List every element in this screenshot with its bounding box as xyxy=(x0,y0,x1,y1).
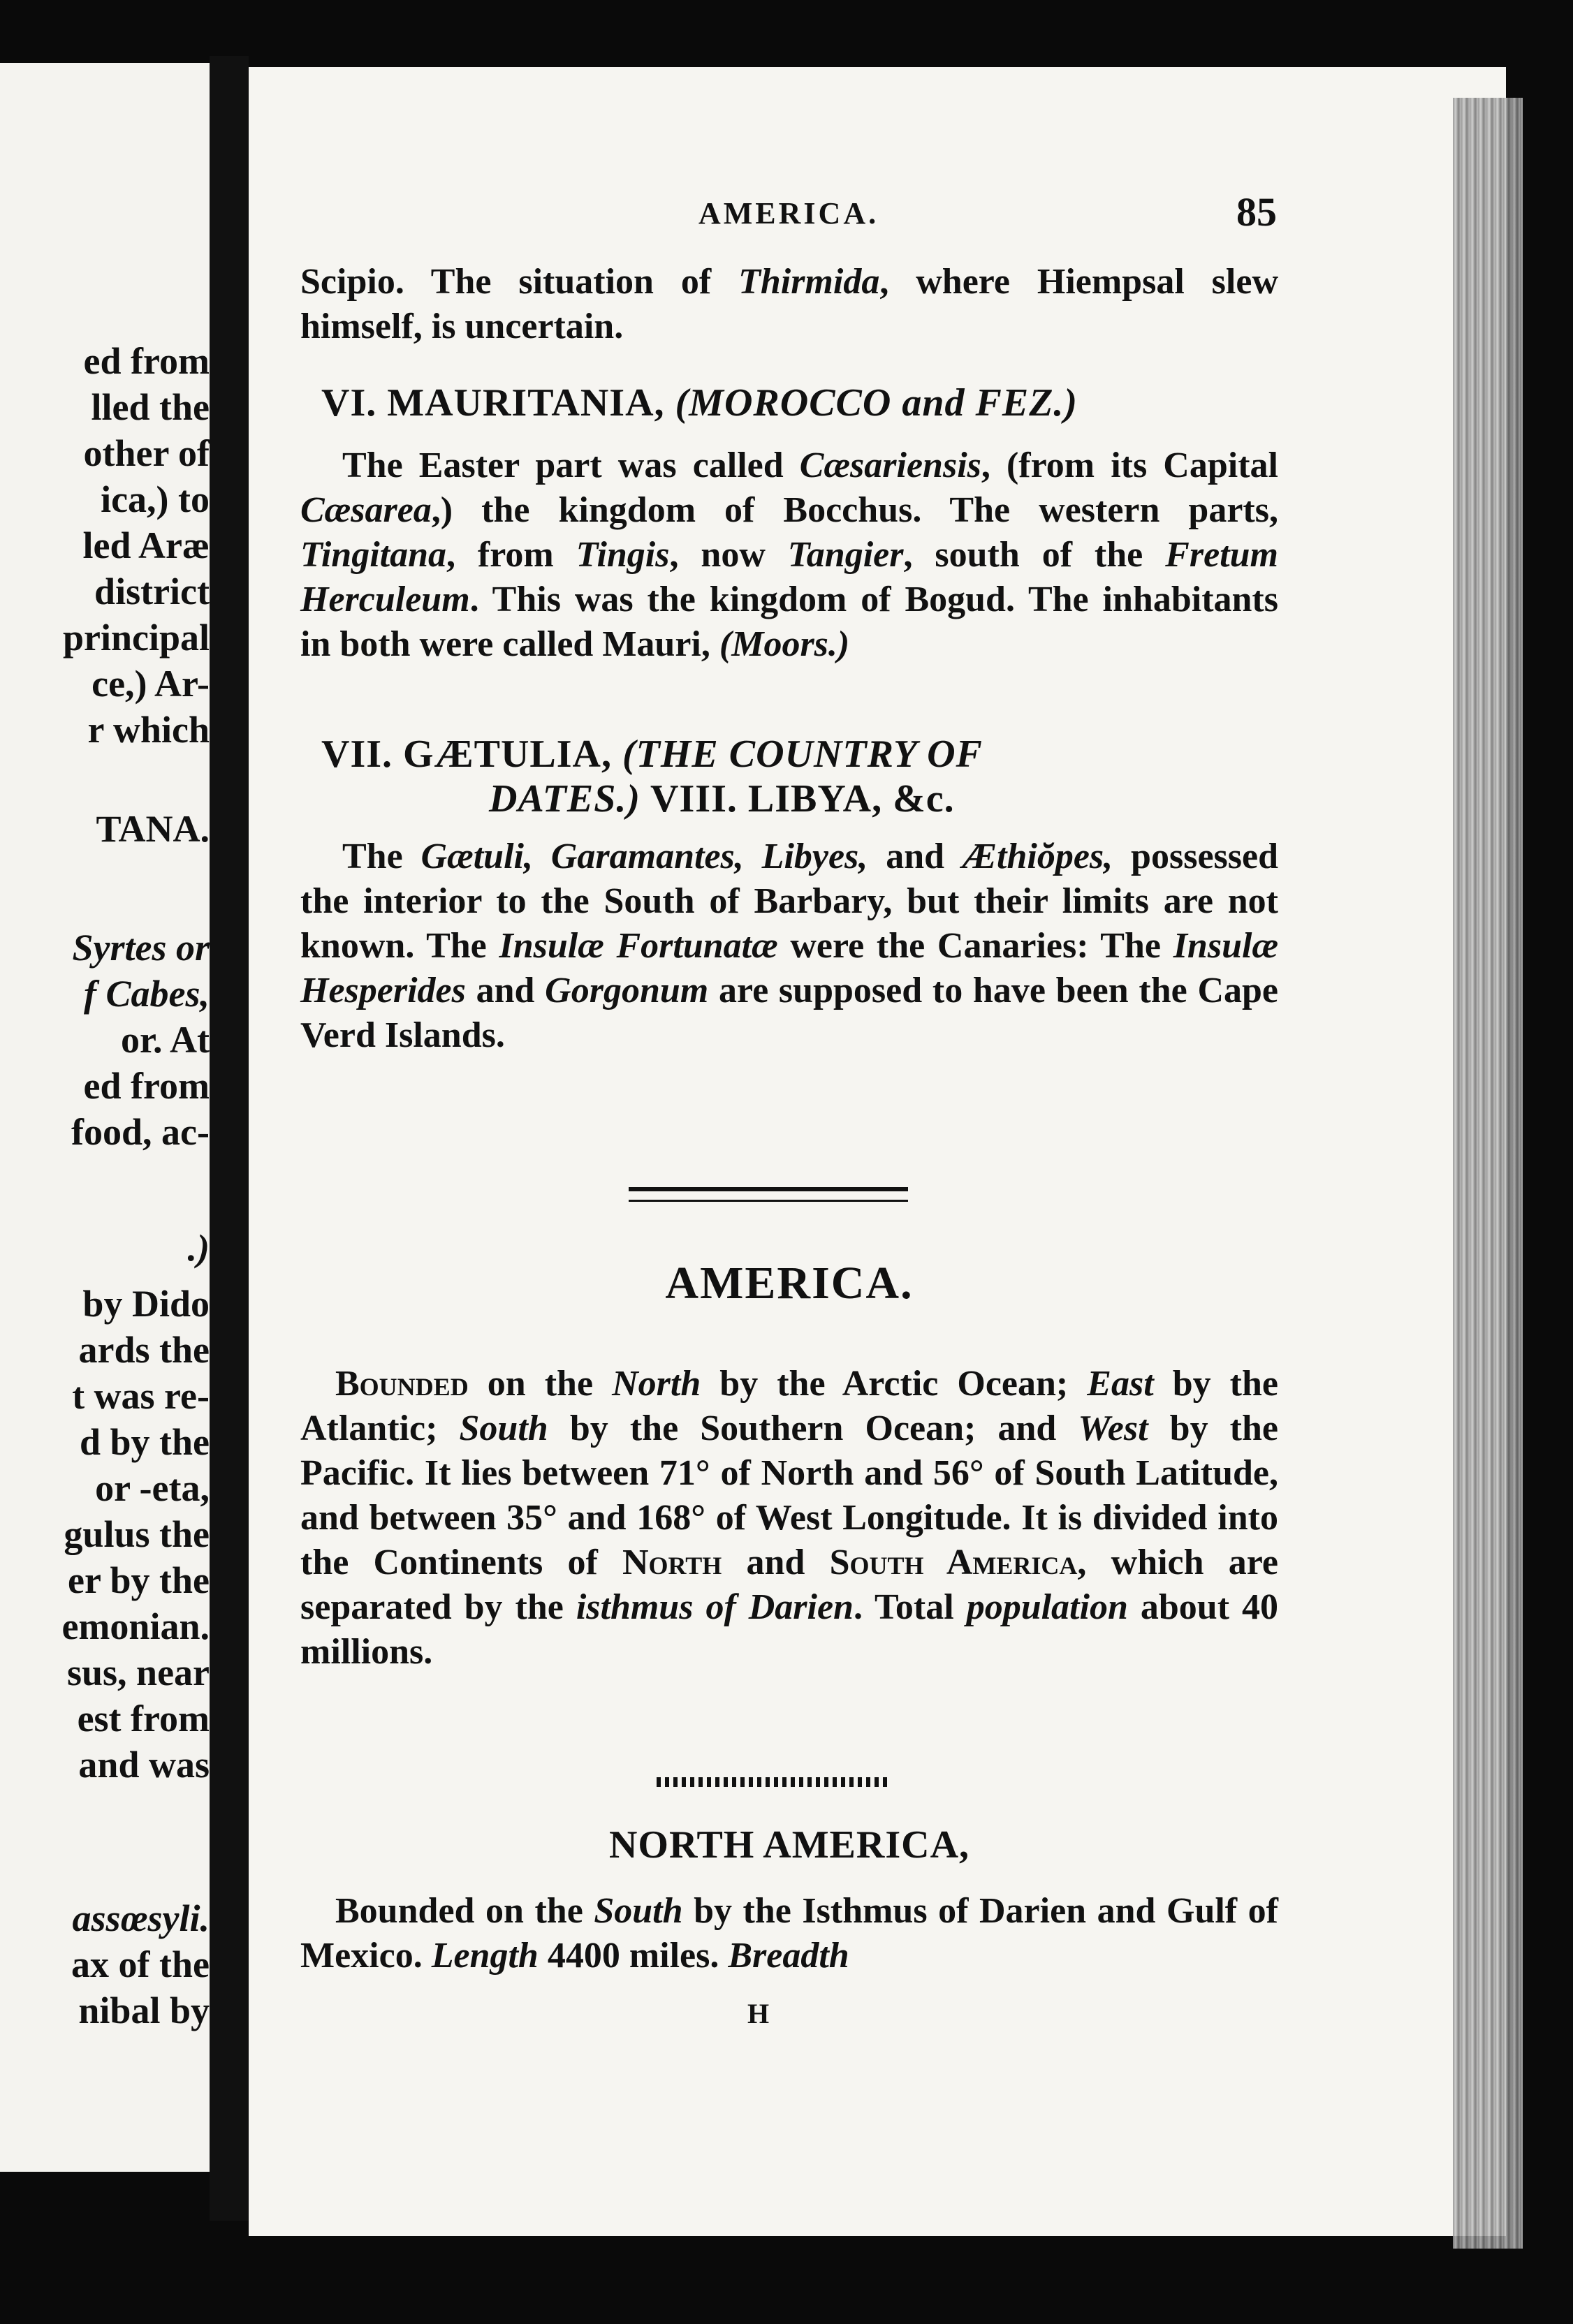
left-page-line: ed from xyxy=(83,340,210,382)
page-number: 85 xyxy=(1236,189,1277,235)
left-page-line: or -eta, xyxy=(95,1467,210,1509)
left-page-line: food, ac- xyxy=(71,1111,210,1153)
left-page-line: t was re- xyxy=(72,1375,210,1417)
left-page-fragment xyxy=(0,63,210,2172)
paragraph-gaetulia: The Gætuli, Garamantes, Libyes, and Æthiŏpes, possessed the interior to the South of Barbary, but their limits are not known. The Insulæ Fortunatæ were the Canaries: The Insulæ Hesperides and Gorgonum are supposed to have been the Cape Verd Islands. xyxy=(300,837,1279,1055)
paragraph-scipio: Scipio. The situation of Thirmida, where Hiempsal slew himself, is uncertain. xyxy=(300,262,1278,346)
left-page-line: ica,) to xyxy=(101,478,210,520)
heading-mauritania: VI. MAURITANIA, (MOROCCO and FEZ.) xyxy=(321,381,1078,425)
running-head: AMERICA. xyxy=(698,196,879,230)
paragraph-america: Bounded on the North by the Arctic Ocean; East by the Atlantic; South by the Southern Ocean; and West by the Pacific. It lies between 71° of North and 56° of South Latitude, and between 35° and 168° of West Longitude. It is divided into the Continents of North and South America, which are separated by the isthmus of Darien. Total population about 40 millions. xyxy=(300,1364,1278,1672)
left-page-line: r which xyxy=(87,709,210,751)
left-page-line: and was xyxy=(78,1744,210,1786)
left-page-line: gulus the xyxy=(64,1513,210,1555)
left-page-line: er by the xyxy=(68,1559,210,1601)
left-page-line: other of xyxy=(83,432,210,474)
left-page-line: by Dido xyxy=(82,1283,210,1325)
heading-gaetulia-line-1: VII. GÆTULIA, (THE COUNTRY OF xyxy=(321,733,983,776)
wavy-rule xyxy=(657,1777,887,1787)
left-page-line: ed from xyxy=(83,1065,210,1107)
left-page-line: assœsyli. xyxy=(72,1897,210,1939)
left-page-line: ax of the xyxy=(71,1943,210,1985)
left-page-line: led Aræ xyxy=(82,524,210,566)
left-page-line: Syrtes or xyxy=(72,927,210,969)
signature-mark: H xyxy=(747,1998,770,2029)
paragraph-mauritania: The Easter part was called Cæsariensis, (from its Capital Cæsarea,) the kingdom of Bocchus. The western parts, Tingitana, from Tingis, now Tangier, south of the Fretum Herculeum. This was the kingdom of Bogud. The inhabitants in both were called Mauri, (Moors.) xyxy=(300,446,1278,664)
left-page-line: lled the xyxy=(91,386,210,428)
left-page-line: ards the xyxy=(78,1329,210,1371)
title-america: AMERICA. xyxy=(665,1258,914,1309)
double-rule xyxy=(629,1187,908,1202)
page-edge xyxy=(1453,98,1523,2249)
left-page-line: d by the xyxy=(79,1421,210,1463)
left-page-line: or. At xyxy=(120,1019,210,1061)
left-page-line: district xyxy=(94,571,210,612)
left-page-line: .) xyxy=(187,1227,210,1269)
left-page-line: est from xyxy=(77,1698,210,1740)
left-page-line: principal xyxy=(62,617,210,659)
left-page-line: emonian. xyxy=(61,1605,210,1647)
left-page-line: ce,) Ar- xyxy=(92,663,210,705)
heading-gaetulia-line-2: DATES.) VIII. LIBYA, &c. xyxy=(489,777,955,821)
paragraph-north-america: Bounded on the South by the Isthmus of Darien and Gulf of Mexico. Length 4400 miles. Breadth xyxy=(300,1891,1278,1976)
left-page-line: sus, near xyxy=(66,1652,210,1693)
left-page-line: f Cabes, xyxy=(84,973,210,1015)
left-page-line: nibal by xyxy=(78,1990,210,2031)
book-gutter xyxy=(210,56,249,2221)
title-north-america: NORTH AMERICA, xyxy=(608,1823,970,1867)
left-page-line: TANA. xyxy=(96,808,210,850)
